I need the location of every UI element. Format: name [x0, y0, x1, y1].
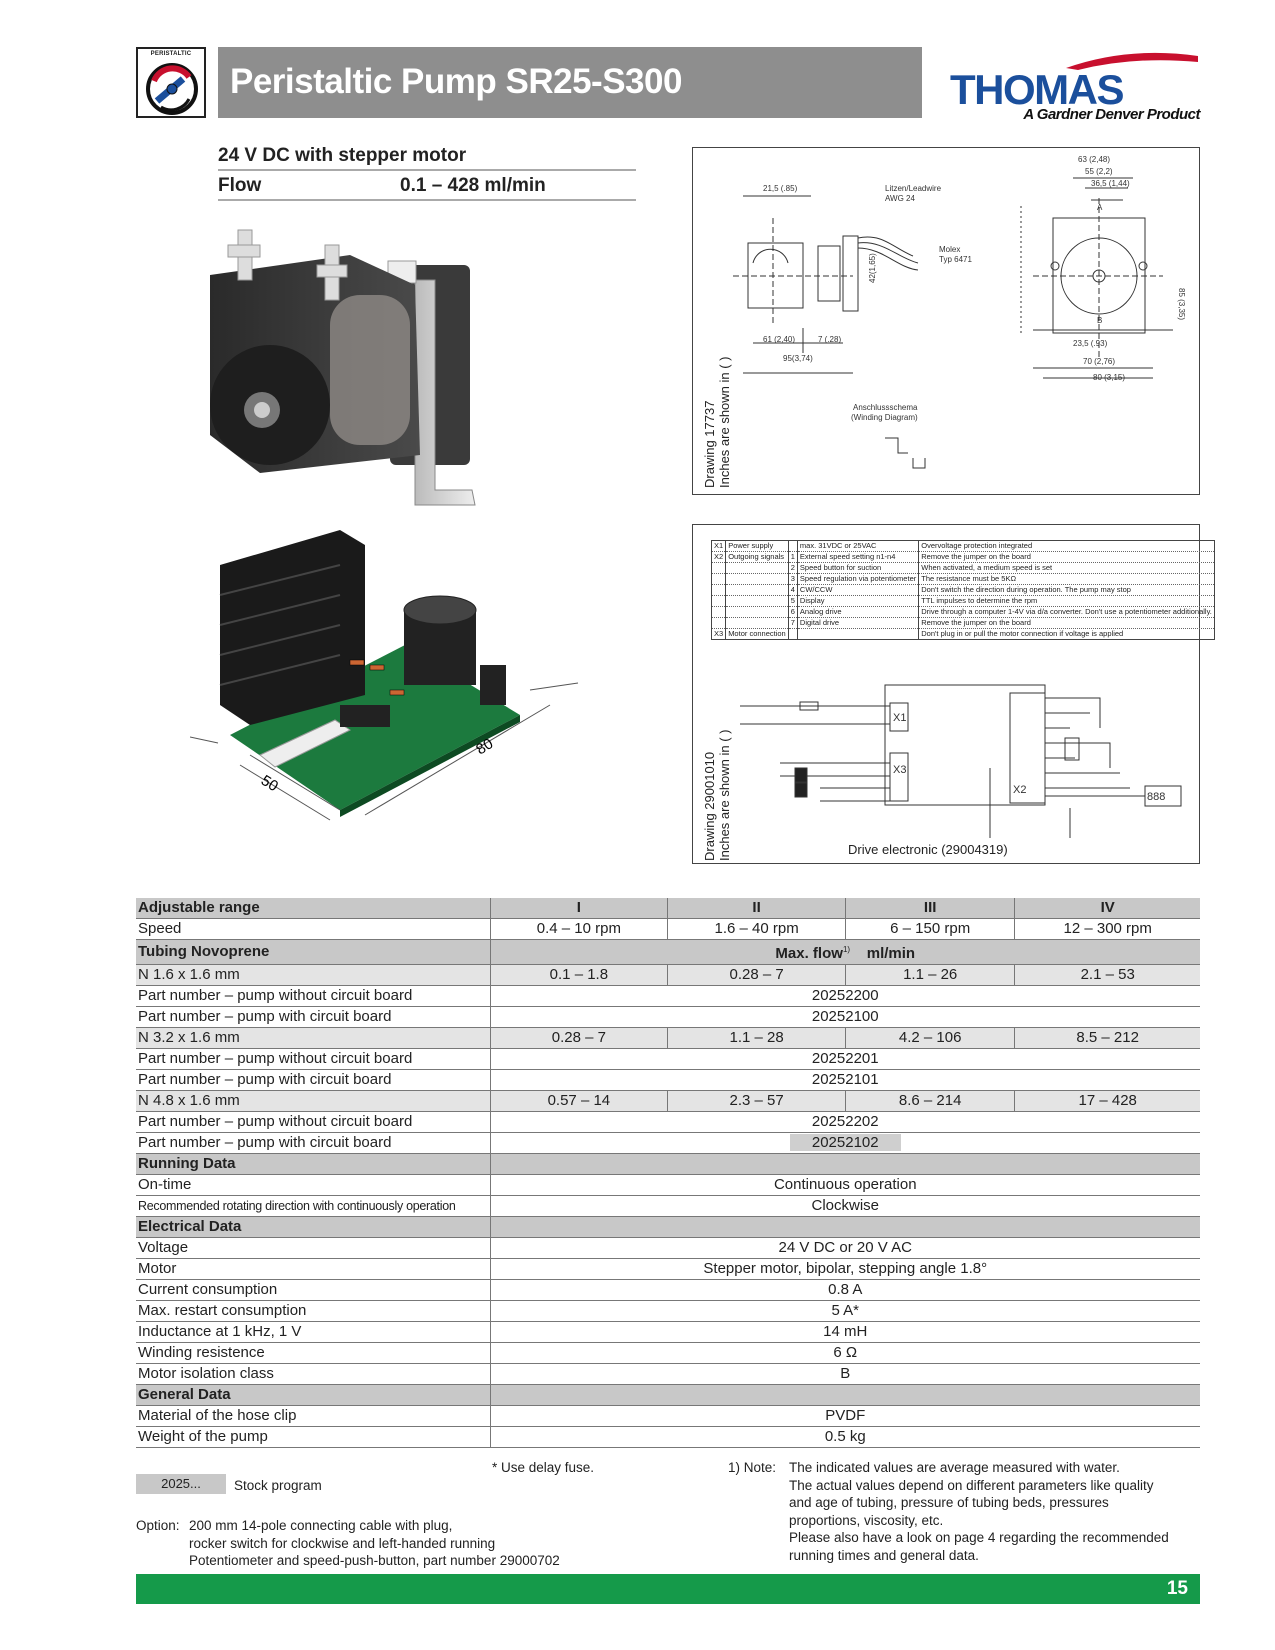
- connector-cell: 3: [788, 574, 797, 585]
- title-bar: [218, 47, 922, 118]
- motor-spec: 24 V DC with stepper motor: [218, 145, 467, 166]
- table-row: [136, 1049, 1200, 1070]
- row-value: 0.8 A: [490, 1280, 1200, 1301]
- option-line: rocker switch for clockwise and left-handed running: [189, 1535, 496, 1551]
- note-line: The actual values depend on different parameters like quality: [789, 1477, 1154, 1493]
- board-length-label: 80: [473, 735, 497, 759]
- option-list: [189, 1517, 560, 1570]
- note-line: and age of tubing, pressure of tubing beds, pressures: [789, 1495, 1109, 1510]
- option-line: 200 mm 14-pole connecting cable with plug,: [189, 1518, 453, 1533]
- inches-note: Inches are shown in ( ): [717, 729, 732, 861]
- table-row: [136, 1091, 1200, 1112]
- flow-value: 2.1 – 53: [1015, 965, 1200, 986]
- connector-cell: [712, 618, 726, 629]
- dim-label: Molex: [939, 245, 961, 254]
- dim-label: 95(3,74): [783, 354, 813, 363]
- connector-cell: 2: [788, 563, 797, 574]
- connector-x2: X2: [1013, 784, 1027, 796]
- connector-table: [711, 540, 1215, 640]
- connector-cell: [712, 607, 726, 618]
- dim-label: 7 (.28): [818, 335, 842, 344]
- note-line: Please also have a look on page 4 regarding the recommended: [789, 1530, 1169, 1545]
- flow-spec-row: [218, 175, 636, 197]
- row-label: Motor: [136, 1259, 490, 1280]
- connector-cell: [726, 574, 789, 585]
- drawing-number: Drawing 29001010: [702, 751, 717, 861]
- connector-row: [712, 596, 1215, 607]
- table-row: [136, 986, 1200, 1007]
- connector-x1: X1: [893, 712, 907, 724]
- row-value: Stepper motor, bipolar, stepping angle 1.8°: [490, 1259, 1200, 1280]
- note-line: The indicated values are average measured with water.: [789, 1460, 1120, 1475]
- dim-label: B: [1097, 316, 1103, 325]
- circuit-board-photo: [190, 525, 610, 835]
- dim-label: Typ 6471: [939, 255, 972, 264]
- connector-x3: X3: [893, 764, 907, 776]
- table-row: [136, 1028, 1200, 1049]
- footnote-ref: 1): [842, 945, 851, 955]
- note-line: running times and general data.: [789, 1547, 979, 1563]
- connector-cell: Drive through a computer 1-4V via d/a converter. Don't use a potentiometer additionally.: [919, 607, 1215, 618]
- flow-value: 0.1 – 428 ml/min: [400, 175, 546, 196]
- section-heading: Electrical Data: [136, 1217, 490, 1238]
- table-row: [136, 1322, 1200, 1343]
- row-label: Part number – pump with circuit board: [136, 1007, 490, 1028]
- connector-cell: [712, 563, 726, 574]
- flow-label: Flow: [218, 175, 262, 196]
- dim-label: 61 (2,40): [763, 335, 796, 344]
- table-row: [136, 1217, 1200, 1238]
- dim-label: 70 (2,76): [1083, 357, 1116, 366]
- table-row: [136, 1259, 1200, 1280]
- table-row: [136, 1175, 1200, 1196]
- connector-cell: Speed regulation via potentiometer: [797, 574, 918, 585]
- table-row: [136, 1133, 1200, 1154]
- connector-cell: Overvoltage protection integrated: [919, 541, 1215, 552]
- row-label: Motor isolation class: [136, 1364, 490, 1385]
- table-row: [136, 1238, 1200, 1259]
- table-row: [136, 1280, 1200, 1301]
- stock-swatch: 2025...: [136, 1474, 226, 1494]
- flow-value: 2.3 – 57: [668, 1091, 846, 1112]
- connector-cell: X1: [712, 541, 726, 552]
- row-value: 0.5 kg: [490, 1427, 1200, 1448]
- note-label: 1) Note:: [728, 1460, 777, 1475]
- connector-cell: Power supply: [726, 541, 789, 552]
- flow-value: 0.57 – 14: [490, 1091, 668, 1112]
- connector-cell: Outgoing signals: [726, 552, 789, 563]
- connector-row: [712, 629, 1215, 640]
- connector-cell: [712, 585, 726, 596]
- connector-cell: Display: [797, 596, 918, 607]
- note-line: proportions, viscosity, etc.: [789, 1512, 944, 1528]
- row-value: B: [490, 1364, 1200, 1385]
- connector-cell: 6: [788, 607, 797, 618]
- dim-label: 80 (3,15): [1093, 373, 1126, 382]
- stock-part-number: 20252102: [790, 1134, 901, 1151]
- row-label: Winding resistence: [136, 1343, 490, 1364]
- connector-cell: The resistance must be 5KΩ: [919, 574, 1215, 585]
- connector-row: [712, 563, 1215, 574]
- row-label: Max. restart consumption: [136, 1301, 490, 1322]
- connector-row: [712, 607, 1215, 618]
- brand-name: THOMAS: [950, 66, 1123, 113]
- table-row: [136, 1427, 1200, 1448]
- section-fill: [490, 1154, 1200, 1175]
- connector-cell: External speed setting n1-n4: [797, 552, 918, 563]
- connector-cell: Don't plug in or pull the motor connection if voltage is applied: [919, 629, 1215, 640]
- table-row: [136, 1385, 1200, 1406]
- connector-cell: [726, 563, 789, 574]
- range-header: III: [845, 898, 1014, 919]
- table-row: [136, 1112, 1200, 1133]
- page-number: 15: [1166, 1578, 1188, 1599]
- dim-label: 63 (2,48): [1078, 155, 1111, 164]
- flow-value: 17 – 428: [1015, 1091, 1200, 1112]
- table-row: [136, 919, 1200, 940]
- row-label: Material of the hose clip: [136, 1406, 490, 1427]
- section-fill: [490, 1385, 1200, 1406]
- row-value: Clockwise: [490, 1196, 1200, 1217]
- part-number: 20252202: [490, 1112, 1200, 1133]
- range-header: I: [490, 898, 668, 919]
- dim-label: 85 (3,35): [1177, 288, 1186, 321]
- winding-subtitle: (Winding Diagram): [851, 413, 918, 422]
- pump-photo: [200, 225, 500, 515]
- row-label: Part number – pump without circuit board: [136, 986, 490, 1007]
- connector-cell: Remove the jumper on the board: [919, 618, 1215, 629]
- part-number-cell: [490, 1133, 1200, 1154]
- dim-label: 23,5 (.93): [1073, 339, 1108, 348]
- divider: [218, 199, 636, 201]
- fuse-note: * Use delay fuse.: [492, 1460, 595, 1475]
- speed-value: 0.4 – 10 rpm: [490, 919, 668, 940]
- connector-cell: Speed button for suction: [797, 563, 918, 574]
- dimension-drawing: [692, 147, 1200, 495]
- connector-cell: 7: [788, 618, 797, 629]
- flow-value: 0.28 – 7: [490, 1028, 668, 1049]
- row-label: Inductance at 1 kHz, 1 V: [136, 1322, 490, 1343]
- connector-cell: max. 31VDC or 25VAC: [797, 541, 918, 552]
- inches-note: Inches are shown in ( ): [717, 356, 732, 488]
- row-label: Part number – pump with circuit board: [136, 1070, 490, 1091]
- connector-row: [712, 541, 1215, 552]
- row-value: 5 A*: [490, 1301, 1200, 1322]
- note-text: [789, 1459, 1169, 1564]
- table-row: [136, 1196, 1200, 1217]
- row-label: Voltage: [136, 1238, 490, 1259]
- maxflow-heading: [490, 940, 1200, 965]
- connector-cell: Remove the jumper on the board: [919, 552, 1215, 563]
- row-label: Part number – pump without circuit board: [136, 1049, 490, 1070]
- row-label: Part number – pump without circuit board: [136, 1112, 490, 1133]
- row-label: Recommended rotating direction with continuously operation: [136, 1196, 490, 1217]
- row-value: 14 mH: [490, 1322, 1200, 1343]
- connector-cell: TTL impulses to determine the rpm: [919, 596, 1215, 607]
- drawing-caption: Drive electronic (29004319): [848, 842, 1008, 857]
- table-row: [136, 940, 1200, 965]
- dim-label: 21,5 (.85): [763, 184, 798, 193]
- option-label: Option:: [136, 1518, 180, 1533]
- table-row: [136, 1406, 1200, 1427]
- part-number: 20252101: [490, 1070, 1200, 1091]
- flow-value: 1.1 – 28: [668, 1028, 846, 1049]
- connector-cell: [797, 629, 918, 640]
- connector-row: [712, 618, 1215, 629]
- board-width-label: 50: [257, 771, 282, 796]
- connector-row: [712, 585, 1215, 596]
- connector-cell: 1: [788, 552, 797, 563]
- table-row: [136, 1364, 1200, 1385]
- connector-cell: [726, 607, 789, 618]
- row-value: 6 Ω: [490, 1343, 1200, 1364]
- tubing-size: N 3.2 x 1.6 mm: [136, 1028, 490, 1049]
- dim-label: 36,5 (1,44): [1091, 179, 1130, 188]
- section-heading: Adjustable range: [136, 898, 490, 919]
- connector-cell: [726, 596, 789, 607]
- pump-logo-icon: [139, 59, 205, 117]
- dim-label: 55 (2,2): [1085, 167, 1113, 176]
- table-row: [136, 1301, 1200, 1322]
- speed-value: 6 – 150 rpm: [845, 919, 1014, 940]
- connector-cell: 5: [788, 596, 797, 607]
- table-row: [136, 1154, 1200, 1175]
- table-row: [136, 898, 1200, 919]
- maxflow-unit: ml/min: [866, 945, 916, 963]
- section-heading: General Data: [136, 1385, 490, 1406]
- section-heading: Tubing Novoprene: [136, 940, 490, 965]
- maxflow-label: Max. flow: [775, 945, 843, 963]
- connector-cell: 4: [788, 585, 797, 596]
- dim-label: A: [1097, 203, 1103, 212]
- row-label: Speed: [136, 919, 490, 940]
- connector-cell: [788, 541, 797, 552]
- flow-value: 0.28 – 7: [668, 965, 846, 986]
- row-label: On-time: [136, 1175, 490, 1196]
- option-line: Potentiometer and speed-push-button, part number 29000702: [189, 1553, 560, 1568]
- dim-label: AWG 24: [885, 194, 915, 203]
- winding-title: Anschlussschema: [853, 403, 918, 412]
- connector-cell: [788, 629, 797, 640]
- connector-cell: Analog drive: [797, 607, 918, 618]
- table-row: [136, 1343, 1200, 1364]
- display-readout: 888: [1147, 791, 1166, 803]
- part-number: 20252200: [490, 986, 1200, 1007]
- page-title: Peristaltic Pump SR25-S300: [230, 62, 682, 101]
- row-label: Weight of the pump: [136, 1427, 490, 1448]
- connector-cell: CW/CCW: [797, 585, 918, 596]
- dim-label: 42(1,65): [868, 253, 877, 283]
- connector-cell: X3: [712, 629, 726, 640]
- range-header: II: [668, 898, 846, 919]
- tubing-size: N 4.8 x 1.6 mm: [136, 1091, 490, 1112]
- brand-tagline: A Gardner Denver Product: [1023, 106, 1200, 123]
- section-fill: [490, 1217, 1200, 1238]
- table-row: [136, 965, 1200, 986]
- connector-cell: Don't switch the direction during operation. The pump may stop: [919, 585, 1215, 596]
- speed-value: 12 – 300 rpm: [1015, 919, 1200, 940]
- flow-value: 0.1 – 1.8: [490, 965, 668, 986]
- connector-cell: [712, 574, 726, 585]
- row-value: Continuous operation: [490, 1175, 1200, 1196]
- drawing-number: Drawing 17737: [702, 400, 717, 488]
- table-row: [136, 1007, 1200, 1028]
- flow-value: 8.5 – 212: [1015, 1028, 1200, 1049]
- flow-value: 4.2 – 106: [845, 1028, 1014, 1049]
- connector-cell: When activated, a medium speed is set: [919, 563, 1215, 574]
- row-label: Part number – pump with circuit board: [136, 1133, 490, 1154]
- divider: [218, 169, 636, 171]
- flow-value: 1.1 – 26: [845, 965, 1014, 986]
- row-value: 24 V DC or 20 V AC: [490, 1238, 1200, 1259]
- pump-dimension-lines: [693, 148, 1199, 494]
- connector-cell: [712, 596, 726, 607]
- section-heading: Running Data: [136, 1154, 490, 1175]
- connector-cell: Motor connection: [726, 629, 789, 640]
- footer-bar: [136, 1574, 1200, 1604]
- connector-cell: Digital drive: [797, 618, 918, 629]
- connector-row: [712, 574, 1215, 585]
- table-row: [136, 1070, 1200, 1091]
- row-value: PVDF: [490, 1406, 1200, 1427]
- stock-label: Stock program: [234, 1478, 322, 1493]
- row-label: Current consumption: [136, 1280, 490, 1301]
- peristaltic-logo: [136, 47, 206, 118]
- speed-value: 1.6 – 40 rpm: [668, 919, 846, 940]
- logo-caption: PERISTALTIC: [150, 51, 192, 57]
- part-number: 20252201: [490, 1049, 1200, 1070]
- connector-cell: X2: [712, 552, 726, 563]
- connector-cell: [726, 618, 789, 629]
- flow-value: 8.6 – 214: [845, 1091, 1014, 1112]
- connector-row: [712, 552, 1215, 563]
- specification-table: [136, 898, 1200, 1448]
- part-number: 20252100: [490, 1007, 1200, 1028]
- range-header: IV: [1015, 898, 1200, 919]
- tubing-size: N 1.6 x 1.6 mm: [136, 965, 490, 986]
- connector-cell: [726, 585, 789, 596]
- dim-label: Litzen/Leadwire: [885, 184, 942, 193]
- wiring-schematic: [720, 668, 1195, 838]
- brand-logo: [948, 50, 1200, 125]
